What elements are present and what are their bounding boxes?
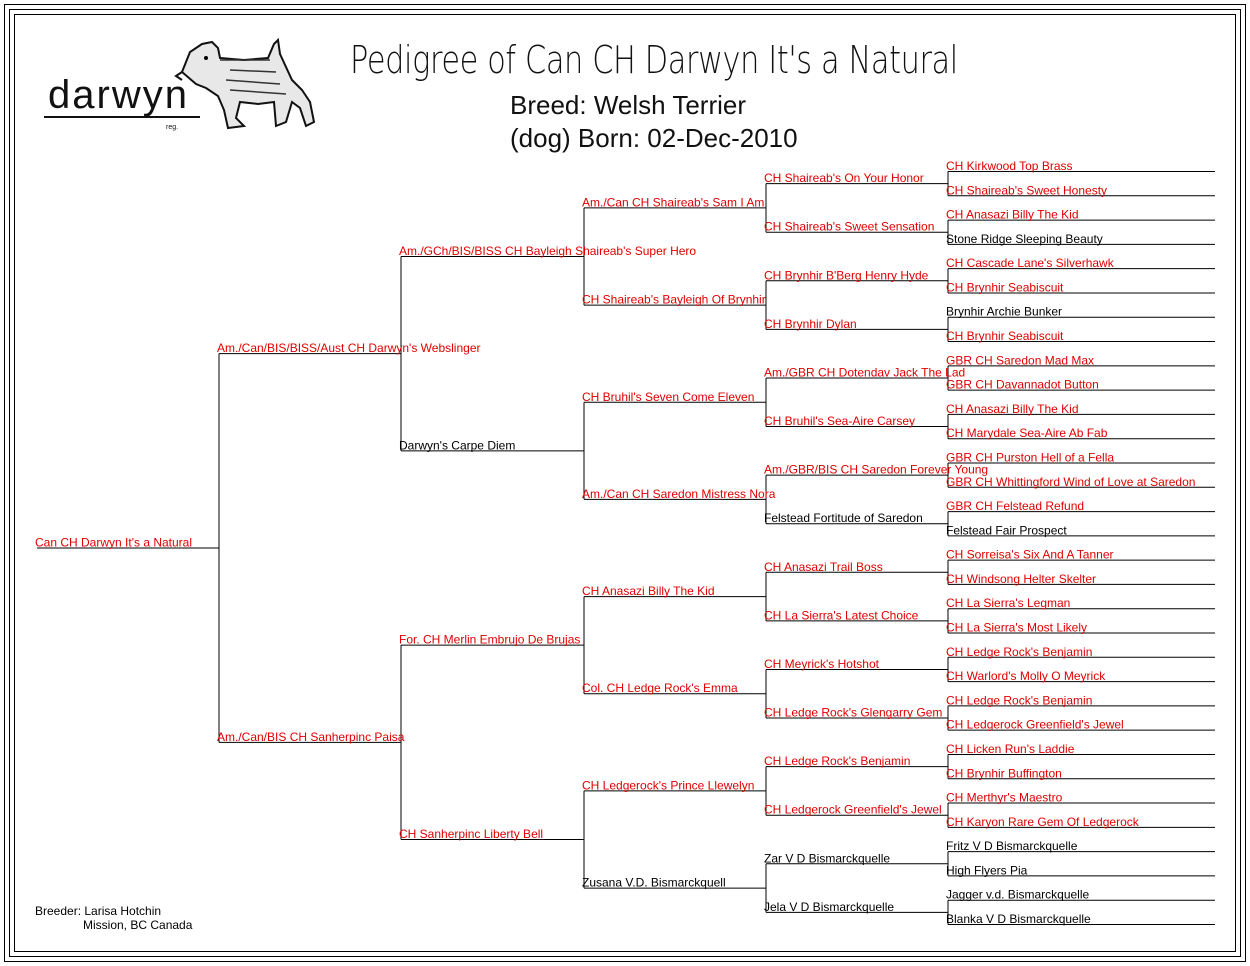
ancestor-name: CH Ledgerock Greenfield's Jewel	[764, 802, 942, 817]
ancestor-name: CH Anasazi Billy The Kid	[946, 401, 1079, 416]
ancestor-name: CH Sanherpinc Liberty Bell	[399, 826, 544, 841]
breed-line: Breed: Welsh Terrier	[510, 90, 747, 120]
ancestor-name: CH Karyon Rare Gem Of Ledgerock	[946, 814, 1139, 829]
breeder-name: Breeder: Larisa Hotchin	[35, 904, 162, 918]
ancestor-name: Am./Can/BIS CH Sanherpinc Paisa	[217, 729, 405, 744]
ancestor-name: Zusana V.D. Bismarckquell	[582, 875, 726, 890]
ancestor-name: GBR CH Davannadot Button	[946, 377, 1099, 392]
ancestor-name: CH Ledge Rock's Benjamin	[946, 693, 1093, 708]
logo-mark: reg.	[166, 124, 179, 131]
ancestor-name: CH Warlord's Molly O Meyrick	[946, 669, 1106, 684]
page-title: Pedigree of Can CH Darwyn It's a Natural	[350, 38, 958, 82]
breeder-location: Mission, BC Canada	[83, 918, 193, 932]
ancestor-name: CH Anasazi Billy The Kid	[946, 207, 1079, 222]
breeder-info	[35, 904, 192, 932]
ancestor-name: CH Marydale Sea-Aire Ab Fab	[946, 426, 1108, 441]
ancestor-name: CH Shaireab's Sweet Honesty	[946, 183, 1108, 198]
ancestor-name: Am./Can CH Saredon Mistress Nora	[582, 486, 776, 501]
ancestor-name: CH Sorreisa's Six And A Tanner	[946, 547, 1114, 562]
ancestor-name: GBR CH Saredon Mad Max	[946, 353, 1095, 368]
ancestor-name: CH Merthyr's Maestro	[946, 790, 1063, 805]
ancestor-name: CH La Sierra's Legman	[946, 596, 1071, 611]
ancestor-name: GBR CH Whittingford Wind of Love at Saredon	[946, 474, 1196, 489]
ancestor-name: CH Meyrick's Hotshot	[764, 656, 879, 671]
ancestor-name: CH Shaireab's Sweet Sensation	[764, 219, 935, 234]
ancestor-name: CH Brynhir Seabiscuit	[946, 280, 1064, 295]
ancestor-name: CH Bruhil's Seven Come Eleven	[582, 389, 755, 404]
ancestor-name: CH Brynhir Buffington	[946, 766, 1062, 781]
ancestor-name: High Flyers Pia	[946, 863, 1028, 878]
ancestor-name: CH Ledge Rock's Glengarry Gem	[764, 705, 943, 720]
logo-text: darwyn	[48, 73, 189, 117]
ancestor-name: Darwyn's Carpe Diem	[399, 438, 516, 453]
ancestor-name: Col. CH Ledge Rock's Emma	[582, 681, 738, 696]
ancestor-name: Zar V D Bismarckquelle	[764, 851, 891, 866]
ancestor-name: CH Brynhir Seabiscuit	[946, 329, 1064, 344]
ancestor-name: CH Ledge Rock's Benjamin	[946, 644, 1093, 659]
ancestor-name: Am./GBR CH Dotendav Jack The Lad	[764, 365, 966, 380]
ancestor-name: CH Ledge Rock's Benjamin	[764, 754, 911, 769]
ancestor-name: CH Anasazi Trail Boss	[764, 559, 883, 574]
ancestor-name: CH La Sierra's Most Likely	[946, 620, 1087, 635]
ancestor-name: Stone Ridge Sleeping Beauty	[946, 231, 1103, 246]
ancestor-name: Felstead Fortitude of Saredon	[764, 511, 923, 526]
ancestor-name: Blanka V D Bismarckquelle	[946, 912, 1091, 926]
ancestor-name: CH Cascade Lane's Silverhawk	[946, 256, 1114, 271]
ancestor-name: CH Ledgerock Greenfield's Jewel	[946, 717, 1124, 732]
ancestor-name: CH Windsong Helter Skelter	[946, 571, 1097, 586]
ancestor-name: CH Brynhir Dylan	[764, 316, 857, 331]
ancestor-name: For. CH Merlin Embrujo De Brujas	[399, 632, 581, 647]
ancestor-name: Felstead Fair Prospect	[946, 523, 1067, 538]
ancestor-name: Am./GCh/BIS/BISS CH Bayleigh Shaireab's Super Hero	[399, 244, 697, 259]
born-line: (dog) Born: 02-Dec-2010	[510, 123, 798, 153]
ancestor-name: CH Anasazi Billy The Kid	[582, 584, 715, 599]
ancestor-name: Jagger v.d. Bismarckquelle	[946, 887, 1090, 902]
ancestor-name: CH Licken Run's Laddie	[946, 741, 1075, 756]
ancestor-name: Can CH Darwyn It's a Natural	[35, 535, 193, 550]
ancestor-name: CH Shaireab's On Your Honor	[764, 171, 924, 186]
ancestor-name: GBR CH Purston Hell of a Fella	[946, 450, 1115, 465]
ancestor-name: Brynhir Archie Bunker	[946, 304, 1063, 319]
ancestor-name: Am./GBR/BIS CH Saredon Forever Young	[764, 462, 989, 477]
ancestor-name: Am./Can/BIS/BISS/Aust CH Darwyn's Webslinger	[217, 341, 481, 356]
ancestor-name: CH Shaireab's Bayleigh Of Brynhir	[582, 292, 766, 307]
ancestor-name: CH Ledgerock's Prince Llewelyn	[582, 778, 755, 793]
ancestor-name: Am./Can CH Shaireab's Sam I Am	[582, 195, 765, 210]
ancestor-name: GBR CH Felstead Refund	[946, 499, 1085, 514]
ancestor-name: Fritz V D Bismarckquelle	[946, 839, 1078, 854]
ancestor-name: Jela V D Bismarckquelle	[764, 899, 895, 914]
ancestor-name: CH Kirkwood Top Brass	[946, 159, 1073, 173]
ancestor-name: CH Brynhir B'Berg Henry Hyde	[764, 268, 929, 283]
ancestor-name: CH La Sierra's Latest Choice	[764, 608, 919, 623]
ancestor-name: CH Bruhil's Sea-Aire Carsey	[764, 414, 916, 429]
